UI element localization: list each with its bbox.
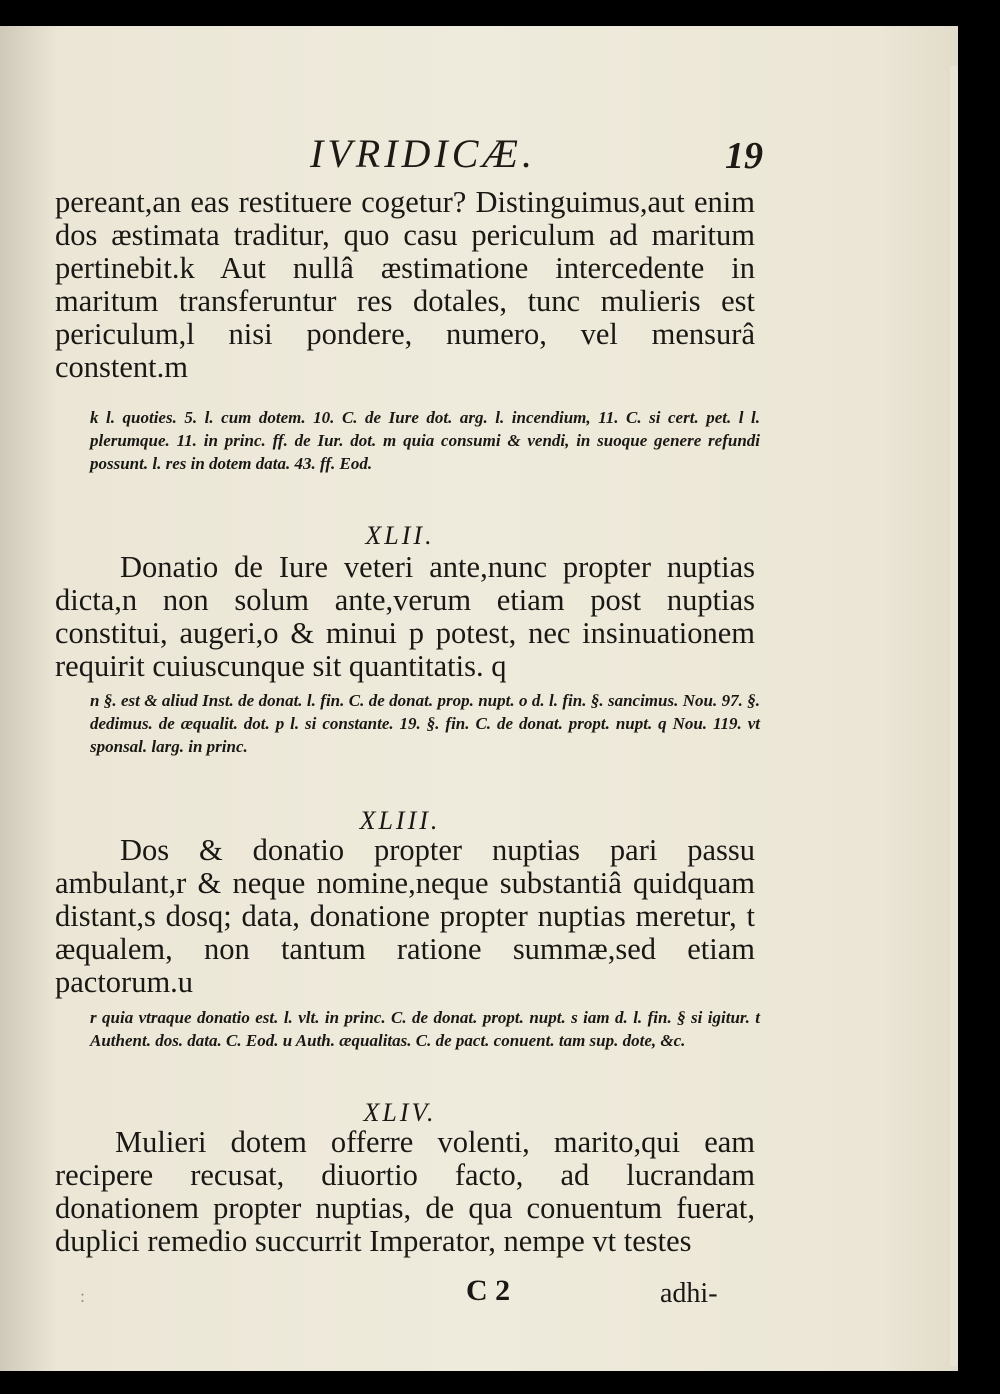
page-number: 19 [725,135,763,177]
paragraph-4: Mulieri dotem offerre volenti, marito,qui eam recipere recusat, diuortio facto, ad lucrandam donationem propter nuptias, de qua conuentum fuerat, duplici remedio succurrit Imperator, nempe vt testes [55,1125,755,1258]
paragraph-2: Donatio de Iure veteri ante,nunc propter nuptias dicta,n non solum ante,verum etiam post nuptias constitui, augeri,o & minui p potest, nec insinuationem requirit cuiuscunque sit quantitatis. q [55,550,755,683]
book-page [0,26,958,1371]
paragraph-1: pereant,an eas restituere cogetur? Distinguimus,aut enim dos æstimata traditur, quo casu periculum ad maritum pertinebit.k Aut nullâ æstimatione intercedente in maritum transferuntur res dotales, tunc mulieris est periculum,l nisi pondere, numero, vel mensurâ constent.m [55,185,755,384]
footnote-block-3: r quia vtraque donatio est. l. vlt. in princ. C. de donat. propt. nupt. s iam d. l. fin. § si igitur. t Authent. dos. data. C. Eod. u Auth. æqualitas. C. de pact. conuent. tam sup. dote, &c. [90,1008,760,1050]
signature-mark: C 2 [466,1274,511,1307]
section-heading-xlii: XLII. [365,521,435,550]
page-footer [80,1274,740,1314]
running-head: IVRIDICÆ. [310,131,536,176]
page-header [310,130,763,180]
catchword: adhi- [660,1278,718,1309]
paragraph-3: Dos & donatio propter nuptias pari passu ambulant,r & neque nomine,neque substantiâ quidquam distant,s dosq; data, donatione propter nuptias meretur, t æqualem, non tantum ratione summæ,sed etiam pactorum.u [55,833,755,999]
section-heading-xliv: XLIV. [363,1098,437,1127]
footnote-block-2: n §. est & aliud Inst. de donat. l. fin. C. de donat. prop. nupt. o d. l. fin. §. sancimus. Nou. 97. §. dedimus. de æqualit. dot. p l. si constante. 19. §. fin. C. de donat. propt. nupt. q Nou. 119. vt sponsal. larg. in princ. [90,691,760,756]
page-edge [950,66,958,1366]
footnote-block-1: k l. quoties. 5. l. cum dotem. 10. C. de Iure dot. arg. l. incendium, 11. C. si cert. pet. l l. plerumque. 11. in princ. ff. de Iur. dot. m quia consumi & vendi, in suoque genere refundi possunt. l. res in dotem data. 43. ff. Eod. [90,408,760,473]
stray-mark: : [80,1286,86,1306]
section-heading-xliii: XLIII. [359,806,441,835]
